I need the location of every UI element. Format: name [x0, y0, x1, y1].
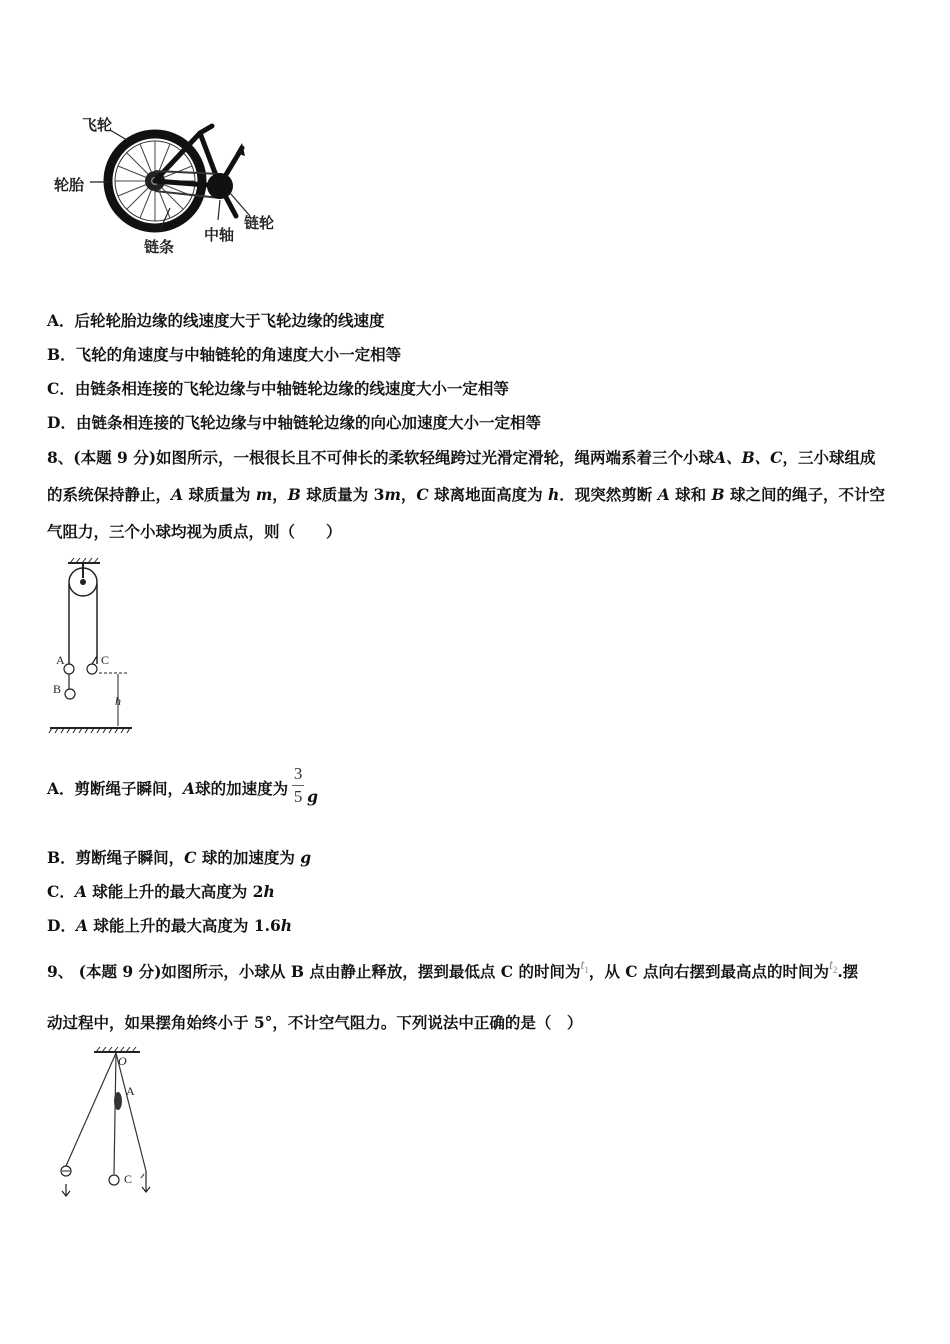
pivot-o-label: O — [118, 1054, 127, 1068]
t1-symbol: $t_1$ — [580, 958, 589, 975]
axle-label: 中轴 — [204, 226, 235, 244]
q7-option-c: C．由链条相连接的飞轮边缘与中轴链轮边缘的线速度大小一定相等 — [47, 379, 509, 398]
q9-stem-line-1: 9、 (本题 9 分)如图所示，小球从 B 点由静止释放，摆到最低点 C 的时间为$t_1$，从 C 点向右摆到最高点的时间为$t_2$.摆 — [47, 958, 859, 981]
q7-option-b: B．飞轮的角速度与中轴链轮的角速度大小一定相等 — [47, 345, 402, 364]
bicycle-figure — [52, 108, 292, 268]
pendulum-figure — [48, 1046, 168, 1198]
sprocket-label: 链轮 — [244, 214, 275, 232]
chain-label: 链条 — [144, 238, 175, 256]
q8-option-c: C．A 球能上升的最大高度为 2h — [47, 882, 275, 901]
tire-label: 轮胎 — [54, 176, 85, 194]
q8-option-d: D．A 球能上升的最大高度为 1.6h — [47, 916, 293, 935]
pulley-figure — [46, 556, 146, 736]
pulley-drawing — [46, 556, 146, 736]
q8-stem-line-1: 8、(本题 9 分)如图所示，一根很长且不可伸长的柔软轻绳跨过光滑定滑轮，绳两端系着三个小球A、B、C，三小球组成 — [47, 448, 876, 467]
q7-option-d: D．由链条相连接的飞轮边缘与中轴链轮边缘的向心加速度大小一定相等 — [47, 413, 541, 432]
pendulum-drawing — [48, 1046, 168, 1198]
q8-stem-line-3: 气阻力，三个小球均视为质点，则（ ） — [47, 522, 342, 541]
ball-a-label: A — [56, 653, 65, 667]
fraction-three-fifths: $\frac{3}{5}$ — [293, 763, 303, 806]
t2-symbol: $t_2$ — [828, 958, 838, 975]
q8-stem-line-2: 的系统保持静止，A 球质量为 m，B 球质量为 3m，C 球离地面高度为 h．现突然剪断 A 球和 B 球之间的绳子，不计空 — [47, 485, 886, 504]
ball-c-label: C — [101, 653, 110, 667]
point-a-label: A — [126, 1084, 135, 1098]
q9-stem-line-2: 动过程中，如果摆角始终小于 5°，不计空气阻力。下列说法中正确的是（ ） — [47, 1013, 583, 1032]
q7-option-a: A．后轮轮胎边缘的线速度大于飞轮边缘的线速度 — [47, 311, 385, 330]
q8-option-a: A． 剪断绳子瞬间， A 球的加速度为 $\frac{3}{5}$ g — [47, 763, 318, 806]
ball-b-label: B — [53, 682, 62, 696]
point-c-label: C — [124, 1172, 133, 1186]
height-label: h — [115, 694, 121, 708]
q8-option-b: B．剪断绳子瞬间，C 球的加速度为 g — [47, 848, 312, 867]
flywheel-label: 飞轮 — [82, 116, 113, 134]
